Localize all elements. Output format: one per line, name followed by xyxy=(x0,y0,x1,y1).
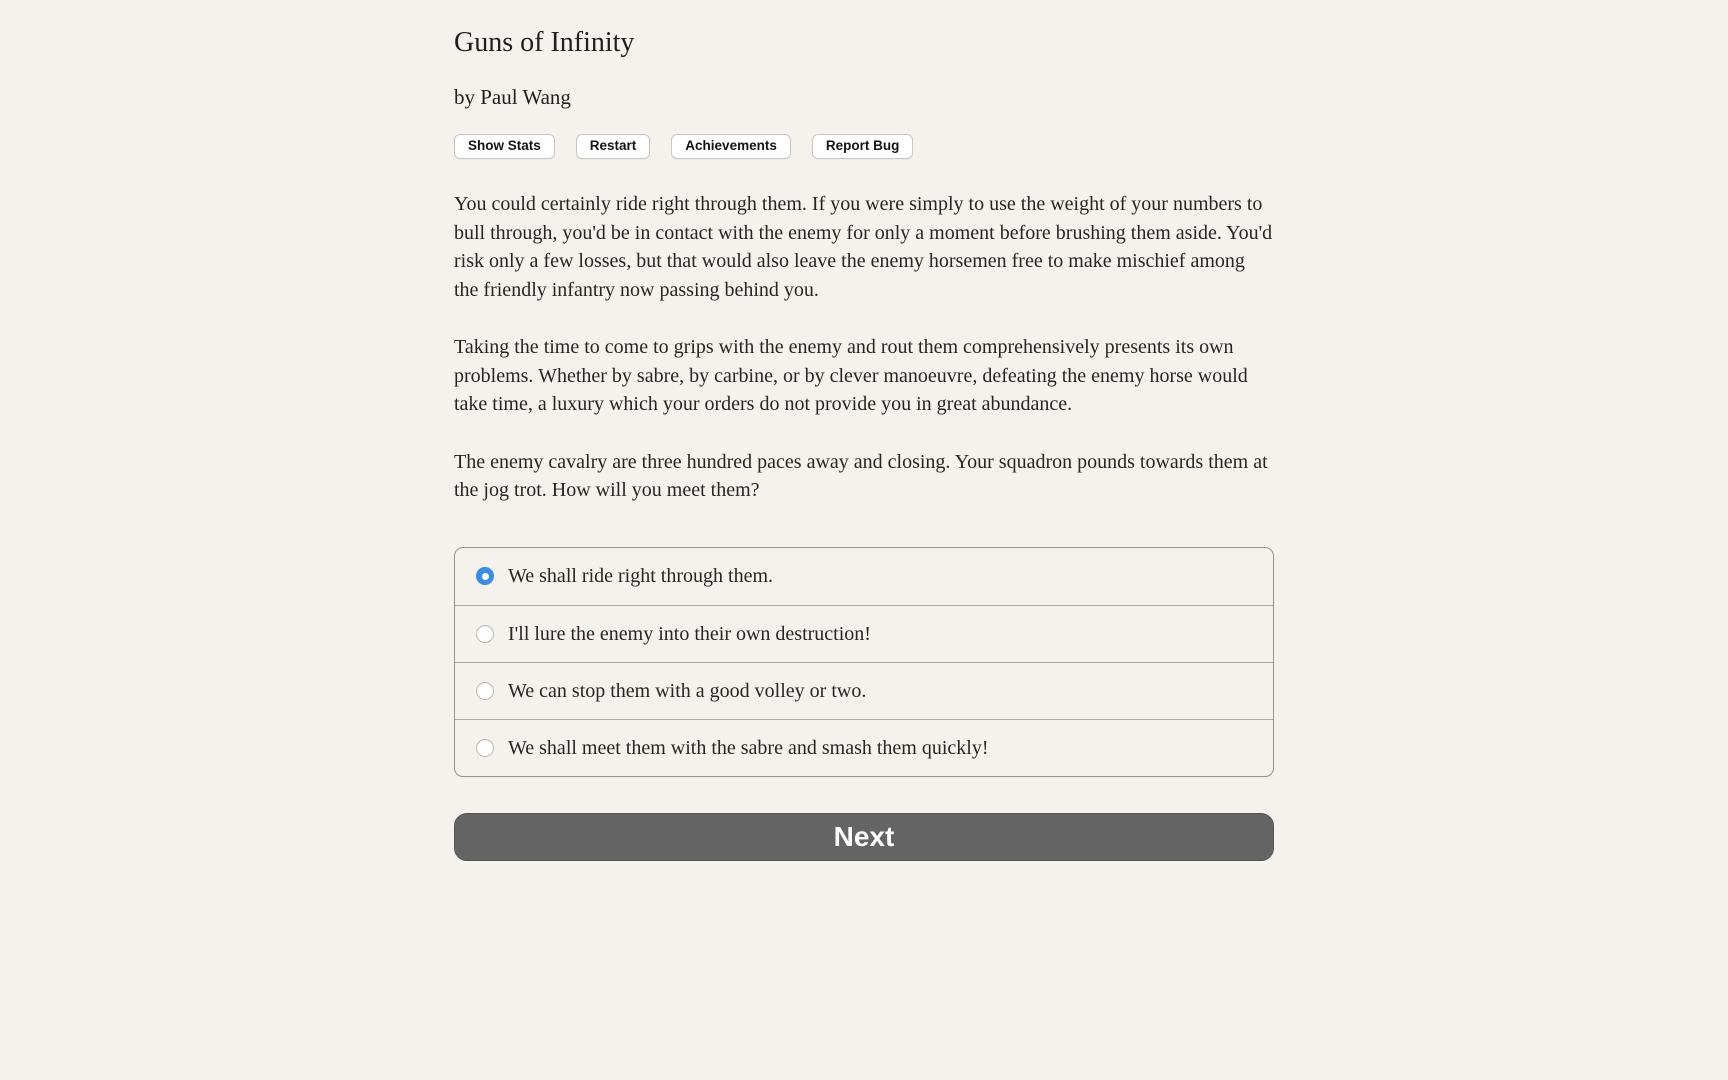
radio-button-icon[interactable] xyxy=(476,682,494,700)
radio-button-icon[interactable] xyxy=(476,625,494,643)
choice-list xyxy=(454,547,1274,777)
story-paragraph: The enemy cavalry are three hundred paces away and closing. Your squadron pounds towards them at the jog trot. How will you meet them? xyxy=(454,450,1268,502)
achievements-button[interactable]: Achievements xyxy=(671,134,791,160)
report-bug-button[interactable]: Report Bug xyxy=(812,134,914,160)
choice-option[interactable] xyxy=(455,662,1273,719)
choice-option-label: We shall meet them with the sabre and smash them quickly! xyxy=(508,736,989,759)
toolbar xyxy=(454,134,1274,160)
story-paragraph: Taking the time to come to grips with the enemy and rout them comprehensively presents its own problems. Whether by sabre, by carbine, or by clever manoeuvre, defeating the enemy horse would take time, a luxury which your orders do not provide you in great abundance. xyxy=(454,336,1248,416)
radio-button-icon[interactable] xyxy=(476,739,494,757)
story-text xyxy=(454,190,1274,505)
choice-option[interactable] xyxy=(455,719,1273,776)
page-title: Guns of Infinity xyxy=(454,27,635,58)
restart-button[interactable]: Restart xyxy=(576,134,651,160)
page-container xyxy=(454,0,1274,861)
choice-option[interactable] xyxy=(455,548,1273,605)
choice-option-label: We shall ride right through them. xyxy=(508,565,773,588)
choice-option[interactable] xyxy=(455,605,1273,662)
author-byline: by Paul Wang xyxy=(454,84,571,109)
story-paragraph: You could certainly ride right through them. If you were simply to use the weight of your numbers to bull through, you'd be in contact with the enemy for only a moment before brushing them aside. You'd risk only a few losses, but that would also leave the enemy horsemen free to make mischief among the friendly infantry now passing behind you. xyxy=(454,193,1273,301)
show-stats-button[interactable]: Show Stats xyxy=(454,134,555,160)
choice-option-label: I'll lure the enemy into their own destruction! xyxy=(508,622,871,645)
radio-button-icon[interactable] xyxy=(476,567,494,585)
next-button[interactable]: Next xyxy=(454,813,1274,861)
choice-option-label: We can stop them with a good volley or two. xyxy=(508,679,867,702)
